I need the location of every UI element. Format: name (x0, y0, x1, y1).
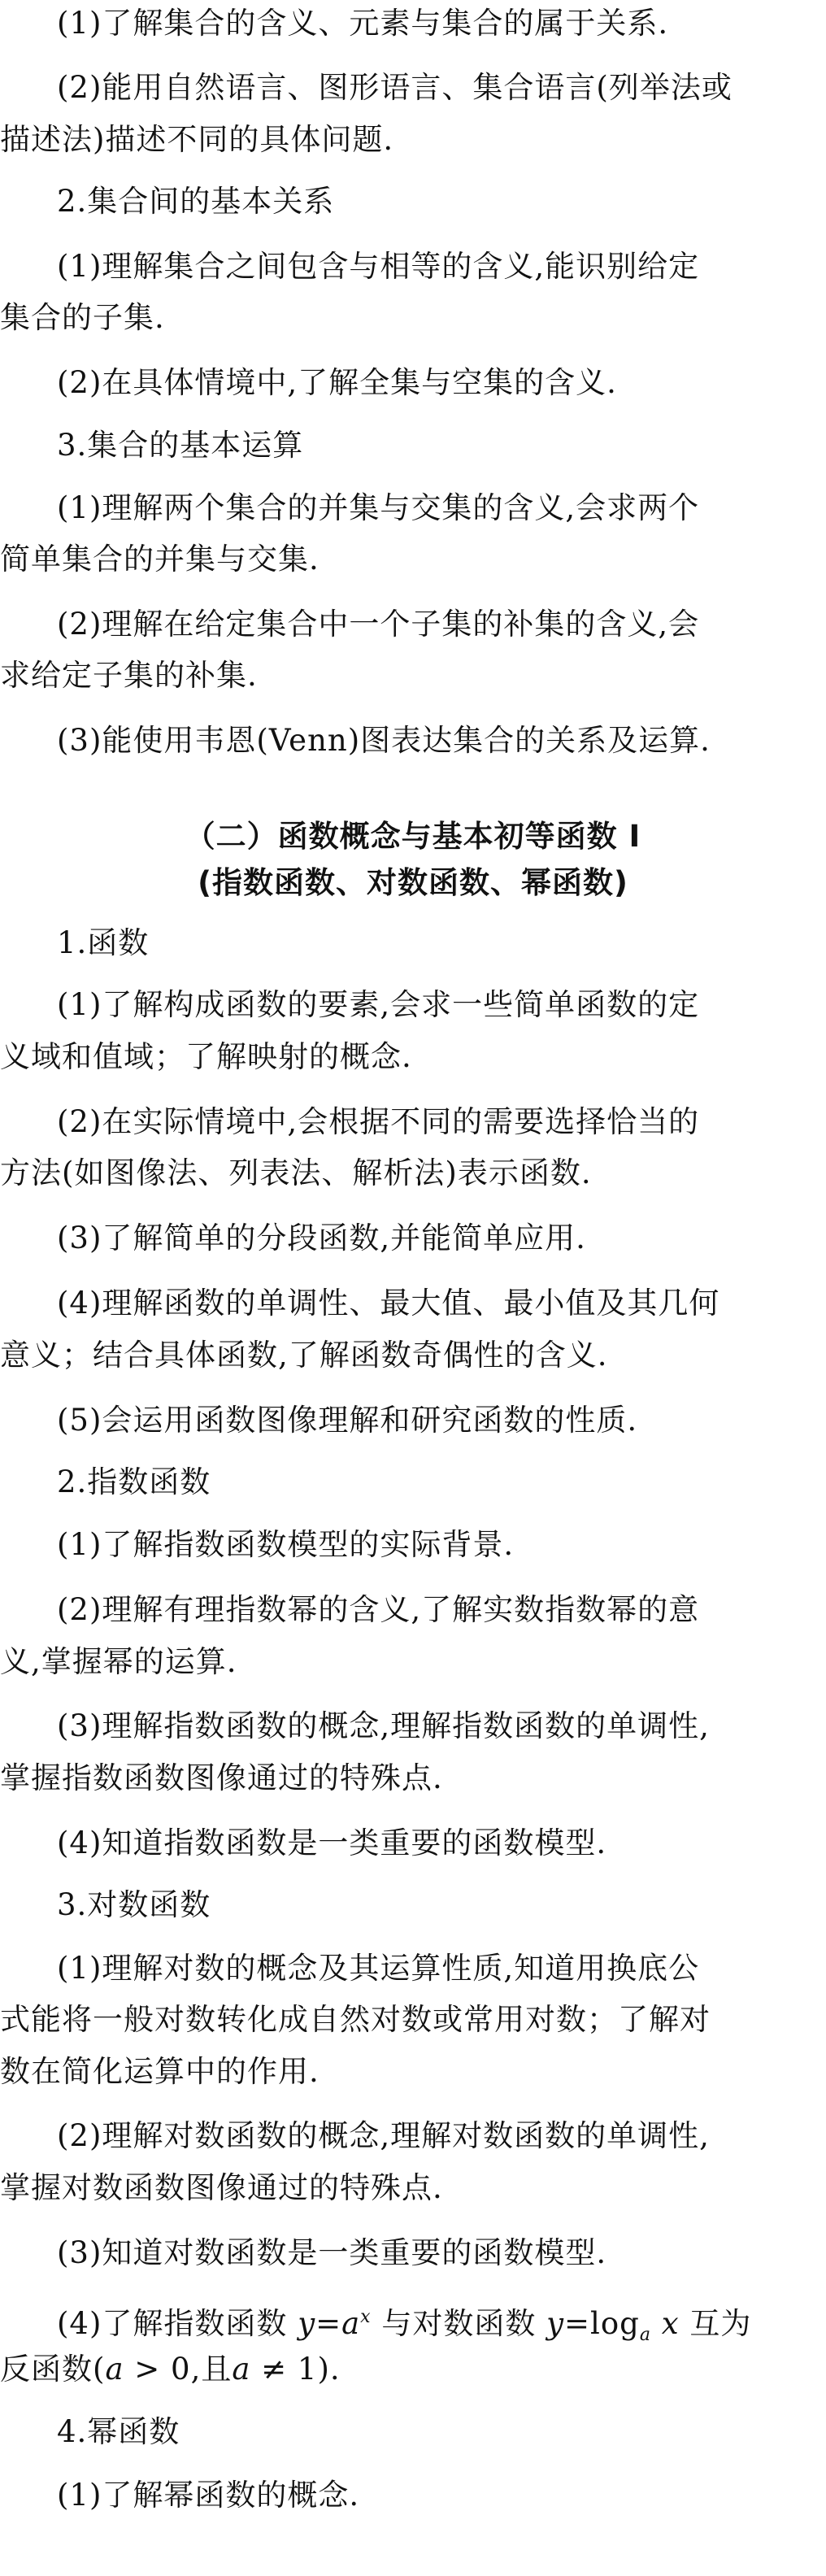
text-line: 义,掌握幂的运算. (0, 1644, 237, 1679)
text-line-with-formula (0, 2351, 826, 2388)
text-line: (1)理解两个集合的并集与交集的含义,会求两个 (57, 490, 700, 525)
chapter-title: （二）函数概念与基本初等函数 I (185, 819, 641, 854)
section-heading: 3.集合的基本运算 (57, 428, 304, 463)
text-line: (2)理解在给定集合中一个子集的补集的含义,会 (57, 607, 700, 642)
text-line: (1)理解集合之间包含与相等的含义,能识别给定 (57, 249, 700, 284)
section-heading: 2.指数函数 (57, 1464, 211, 1499)
text-line: (4)知道指数函数是一类重要的函数模型. (57, 1825, 607, 1860)
section-heading: 2.集合间的基本关系 (57, 184, 335, 219)
text-segment: 反函数( (0, 2352, 106, 2387)
formula-condition-not-one: a ≠ 1 (232, 2352, 318, 2387)
text-segment: ). (317, 2352, 341, 2387)
text-line: (1)了解幂函数的概念. (57, 2478, 360, 2513)
text-line: 义域和值域；了解映射的概念. (0, 1039, 412, 1074)
text-line: (1)了解构成函数的要素,会求一些简单函数的定 (57, 987, 700, 1022)
text-line: (3)理解指数函数的概念,理解指数函数的单调性, (57, 1708, 710, 1743)
text-line: 方法(如图像法、列表法、解析法)表示函数. (0, 1155, 592, 1190)
text-line: 数在简化运算中的作用. (0, 2054, 320, 2089)
text-line: (2)理解对数函数的概念,理解对数函数的单调性, (57, 2118, 710, 2153)
text-line: 集合的子集. (0, 300, 165, 335)
text-line: (2)能用自然语言、图形语言、集合语言(列举法或 (57, 70, 733, 105)
text-line: 描述法)描述不同的具体问题. (0, 122, 394, 157)
text-line: 掌握指数函数图像通过的特殊点. (0, 1760, 443, 1795)
chapter-subtitle: (指数函数、对数函数、幂函数) (198, 865, 628, 900)
text-line: (3)能使用韦恩(Venn)图表达集合的关系及运算. (57, 723, 711, 758)
text-segment: 与对数函数 (381, 2306, 537, 2341)
text-line: 掌握对数函数图像通过的特殊点. (0, 2170, 443, 2205)
text-segment: 互为 (689, 2306, 752, 2341)
text-line: (5)会运用函数图像理解和研究函数的性质. (57, 1403, 638, 1438)
text-line: (3)了解简单的分段函数,并能简单应用. (57, 1221, 586, 1255)
text-line: 简单集合的并集与交集. (0, 542, 320, 577)
text-line: (4)理解函数的单调性、最大值、最小值及其几何 (57, 1286, 720, 1321)
section-heading: 4.幂函数 (57, 2414, 180, 2449)
text-line: 求给定子集的补集. (0, 658, 258, 693)
text-line: (3)知道对数函数是一类重要的函数模型. (57, 2235, 607, 2270)
text-line: (1)了解集合的含义、元素与集合的属于关系. (57, 6, 669, 41)
formula-condition-positive: a > 0 (105, 2352, 191, 2387)
text-line: (2)在实际情境中,会根据不同的需要选择恰当的 (57, 1104, 700, 1139)
text-segment: ,且 (190, 2352, 233, 2387)
text-line: (1)理解对数的概念及其运算性质,知道用换底公 (57, 1951, 700, 1986)
formula-logarithm: $y=\log_a$ x (546, 2306, 680, 2345)
text-line-with-formula (57, 2299, 826, 2354)
text-line: 式能将一般对数转化成自然对数或常用对数；了解对 (0, 2002, 711, 2037)
section-heading: 3.对数函数 (57, 1887, 211, 1922)
text-segment: (4)了解指数函数 (57, 2306, 288, 2341)
section-heading: 1.函数 (57, 925, 150, 960)
text-line: (1)了解指数函数模型的实际背景. (57, 1527, 515, 1562)
text-line: (2)在具体情境中,了解全集与空集的含义. (57, 365, 617, 400)
text-line: (2)理解有理指数幂的含义,了解实数指数幂的意 (57, 1592, 700, 1627)
text-line: 意义；结合具体函数,了解函数奇偶性的含义. (0, 1338, 608, 1373)
formula-exponential: $y=a^x$ (298, 2306, 372, 2341)
